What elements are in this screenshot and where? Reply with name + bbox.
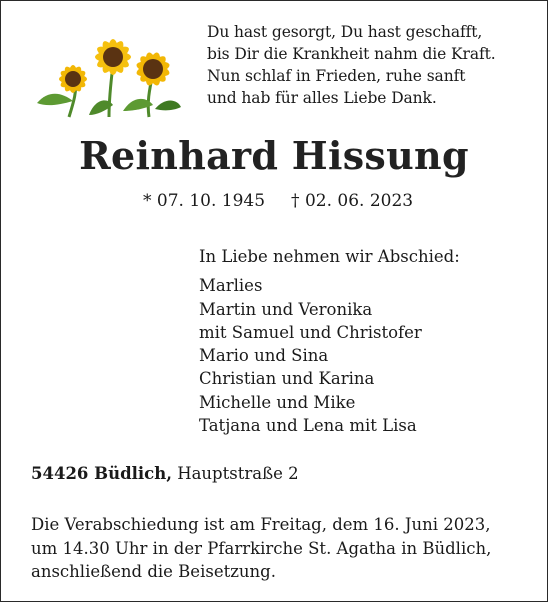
mourner-name: Michelle und Mike bbox=[199, 392, 356, 412]
farewell-section bbox=[199, 245, 460, 437]
poem-line: und hab für alles Liebe Dank. bbox=[207, 89, 437, 107]
ceremony-line: um 14.30 Uhr in der Pfarrkirche St. Agatha in Büdlich, bbox=[31, 538, 492, 558]
life-dates bbox=[143, 191, 413, 211]
ceremony-line: anschließend die Beisetzung. bbox=[31, 562, 276, 581]
birth-date: * 07. 10. 1945 bbox=[143, 191, 266, 211]
mourner-name: Martin und Veronika bbox=[199, 299, 373, 319]
mourner-name: Christian und Karina bbox=[199, 369, 375, 389]
ceremony-line: Die Verabschiedung ist am Freitag, dem 16. Juni 2023, bbox=[31, 515, 491, 534]
mourner-name: Mario und Sina bbox=[199, 346, 329, 366]
address-place: 54426 Büdlich, bbox=[31, 464, 172, 483]
poem-line: Du hast gesorgt, Du hast geschafft, bbox=[207, 23, 483, 41]
address-street: Hauptstraße 2 bbox=[177, 464, 299, 483]
poem-line: bis Dir die Krankheit nahm die Kraft. bbox=[207, 45, 496, 63]
mourner-name: Marlies bbox=[199, 276, 263, 296]
death-date: † 02. 06. 2023 bbox=[291, 191, 414, 211]
mourner-name: Tatjana und Lena mit Lisa bbox=[199, 416, 417, 436]
farewell-intro: In Liebe nehmen wir Abschied: bbox=[199, 247, 460, 266]
deceased-name: Reinhard Hissung bbox=[79, 133, 469, 178]
sunflowers-image bbox=[29, 31, 189, 119]
address bbox=[31, 464, 299, 483]
mourner-name: mit Samuel und Christofer bbox=[199, 322, 422, 342]
poem-line: Nun schlaf in Frieden, ruhe sanft bbox=[207, 67, 466, 85]
ceremony-info bbox=[31, 513, 491, 584]
poem bbox=[207, 21, 496, 109]
